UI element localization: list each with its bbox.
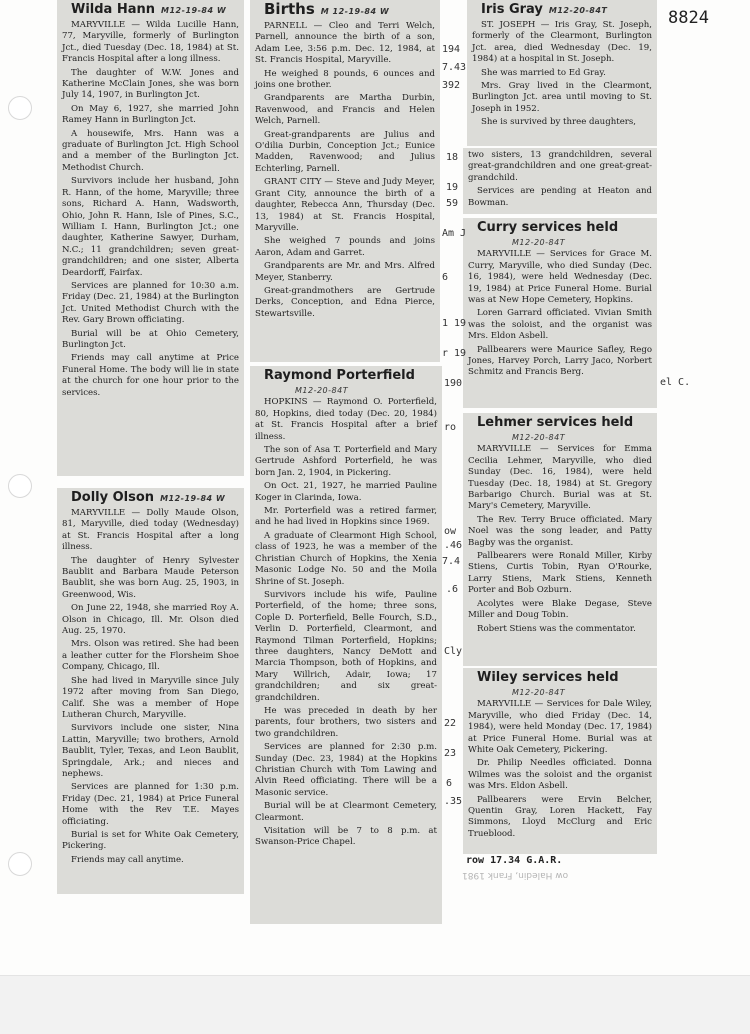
- births-paragraph: Grandparents are Martha Durbin, Ravenwood, and Francis and Helen Welch, Parnell.: [255, 93, 435, 127]
- gutter-fragment: 6: [442, 272, 449, 283]
- hann-paragraph: A housewife, Mrs. Hann was a graduate of Burlington Jct. High School and a member of the Burlington Jct. Methodist Church.: [62, 128, 239, 173]
- lehmer-paragraph: Acolytes were Blake Degase, Steve Miller and Doug Tobin.: [468, 598, 652, 621]
- lehmer-title: Lehmer services held: [477, 415, 634, 430]
- lehmer-paragraph: Pallbearers were Ronald Miller, Kirby Stiens, Curtis Tobin, Ryan O'Rourke, Larry Stiens, Mark Stiens, Kenneth Porter and Bob Ozburn.: [468, 551, 652, 596]
- obituary-hann: [57, 0, 244, 476]
- lehmer-paragraph: MARYVILLE — Services for Emma Cecilia Lehmer, Maryville, who died Sunday (Dec. 16, 1984), were held Tuesday (Dec. 18, 1984) at St. Gregory Barbarigo Church. Burial was at St. Mary's Cemetery, Maryville.: [468, 444, 652, 512]
- births-date-note: M 12-19-84 W: [320, 7, 390, 16]
- wiley-paragraph: MARYVILLE — Services for Dale Wiley, Maryville, who died Friday (Dec. 14, 1984), were held Monday (Dec. 17, 1984) at Price Funeral Home. Burial was at White Oak Cemetery, Pickering.: [468, 699, 652, 756]
- wiley-title: Wiley services held: [477, 670, 619, 685]
- wiley-paragraph: Dr. Philip Needles officiated. Donna Wilmes was the soloist and the organist was Mrs. Eldon Asbell.: [468, 758, 652, 792]
- footer-mark: row 17.34 G.A.R.: [466, 855, 563, 866]
- page-bottom-margin: [0, 975, 750, 1034]
- curry-title: Curry services held: [477, 220, 619, 235]
- porterfield-paragraph: Survivors include his wife, Pauline Porterfield, of the home; three sons, Cople D. Porterfield, Belle Fourch, S.D., Verlin D. Porterfield, Clearmont, and Raymond Tilman Porterfield, Hopkins; three daughters, Nancy DeMott and Marcia Thompson, both of Hopkins, and Mary Willrich, Adair, Iowa; 17 grandchildren; and six great-grandchildren.: [255, 589, 437, 703]
- gray-continued-paragraph: Services are pending at Heaton and Bowman.: [468, 186, 652, 208]
- gutter-fragment: 19: [446, 182, 459, 193]
- olson-paragraph: The daughter of Henry Sylvester Baublit and Barbara Maude Peterson Baublit, she was born Aug. 25, 1903, in Greenwood, Wis.: [62, 555, 239, 600]
- lehmer-paragraph: Robert Stiens was the commentator.: [477, 623, 636, 634]
- gutter-fragment: .6: [446, 584, 459, 595]
- gutter-fragment: ow: [444, 526, 457, 537]
- olson-paragraph: MARYVILLE — Dolly Maude Olson, 81, Maryville, died today (Wednesday) at St. Francis Hospital after a long illness.: [62, 508, 239, 553]
- punch-hole-middle: [8, 474, 32, 498]
- gutter-fragment: 6: [446, 778, 453, 789]
- hann-paragraph: Burial will be at Ohio Cemetery, Burlington Jct.: [62, 328, 239, 350]
- olson-paragraph: Mrs. Olson was retired. She had been a leather cutter for the Florsheim Shoe Company, Chicago, Ill.: [62, 639, 239, 673]
- gutter-fragment: 22: [444, 718, 457, 729]
- gray-continued-paragraph: two sisters, 13 grandchildren, several great-grandchildren and one great-great-grandchild.: [468, 150, 652, 183]
- gutter-fragment: 392: [442, 80, 461, 91]
- births-paragraph: He weighed 8 pounds, 6 ounces and joins one brother.: [255, 68, 435, 91]
- gutter-fragment: 23: [444, 748, 457, 759]
- punch-hole-bottom: [8, 852, 32, 876]
- gutter-fragment: ro: [444, 422, 457, 433]
- wiley-date-note: M12-20-84T: [512, 688, 566, 697]
- gray-paragraph: She was married to Ed Gray.: [481, 67, 606, 78]
- olson-paragraph: Survivors include one sister, Nina Lattin, Maryville; two brothers, Arnold Baublit, Tyler, Texas, and Leon Baublit, Springdale, Ark.; and nieces and nephews.: [62, 723, 239, 779]
- curry-paragraph: Loren Garrard officiated. Vivian Smith was the soloist, and the organist was Mrs. Eldon Asbell.: [468, 308, 652, 342]
- notice-wiley: [463, 668, 657, 854]
- births-paragraph: She weighed 7 pounds and joins Aaron, Adam and Garret.: [255, 236, 435, 258]
- olson-date-note: M12-19-84 W: [160, 494, 226, 503]
- births-paragraph: Grandparents are Mr. and Mrs. Alfred Meyer, Stanberry.: [255, 261, 435, 283]
- lehmer-date-note: M12-20-84T: [512, 433, 566, 442]
- gutter-fragment: el C.: [660, 377, 691, 388]
- olson-paragraph: Friends may call anytime.: [71, 854, 184, 865]
- gutter-fragment: 7.43: [442, 62, 467, 73]
- gutter-fragment: 194: [442, 44, 461, 55]
- gutter-fragment: 1 19: [442, 318, 467, 329]
- curry-paragraph: Pallbearers were Maurice Safley, Rego Jones, Harvey Porch, Larry Jaco, Norbert Schmitz and Francis Berg.: [468, 344, 652, 378]
- gutter-fragment: .35: [444, 796, 463, 807]
- gutter-fragment: 18: [446, 152, 459, 163]
- olson-title: Dolly Olson: [71, 490, 155, 505]
- hann-paragraph: The daughter of W.W. Jones and Katherine McClain Jones, she was born July 14, 1907, in Burlington Jct.: [62, 67, 239, 101]
- gutter-fragment: 7.4: [442, 556, 461, 567]
- gray-paragraph: She is survived by three daughters,: [481, 117, 637, 128]
- porterfield-paragraph: Services are planned for 2:30 p.m. Sunday (Dec. 23, 1984) at the Hopkins Christian Church with Tom Lawing and Alvin Reed officiating. There will be a Masonic service.: [255, 742, 437, 798]
- gutter-fragment: 59: [446, 198, 459, 209]
- births-paragraph: PARNELL — Cleo and Terri Welch, Parnell, announce the birth of a son, Adam Lee, 3:56 p.m. Dec. 12, 1984, at St. Francis Hospital, Maryville.: [255, 21, 435, 66]
- olson-paragraph: On June 22, 1948, she married Roy A. Olson in Chicago, Ill. Mr. Olson died Aug. 25, 1970.: [62, 603, 239, 637]
- porterfield-paragraph: On Oct. 21, 1927, he married Pauline Koger in Clarinda, Iowa.: [255, 481, 437, 503]
- gray-paragraph: ST. JOSEPH — Iris Gray, St. Joseph, formerly of the Clearmont, Burlington Jct. area, died Wednesday (Dec. 19, 1984) at a hospital in St. Joseph.: [472, 20, 652, 65]
- births-paragraph: Great-grandparents are Julius and O'dilia Durbin, Conception Jct.; Eunice Madden, Ravenwood; and Julius Echterling, Parnell.: [255, 129, 435, 174]
- gray-paragraph: Mrs. Gray lived in the Clearmont, Burlington Jct. area until moving to St. Joseph in 1952.: [472, 81, 652, 114]
- olson-paragraph: Burial is set for White Oak Cemetery, Pickering.: [62, 829, 239, 852]
- births-paragraph: GRANT CITY — Steve and Judy Meyer, Grant City, announce the birth of a daughter, Rebecca Ann, Thursday (Dec. 13, 1984) at St. Francis Hospital, Maryville.: [255, 177, 435, 233]
- porterfield-title: Raymond Porterfield: [264, 368, 415, 383]
- gutter-fragment: 190: [444, 378, 463, 389]
- porterfield-paragraph: A graduate of Clearmont High School, class of 1923, he was a member of the Christian Church of Hopkins, the Xenia Masonic Lodge No. 50 and the Moila Shrine of St. Joseph.: [255, 530, 437, 587]
- notice-curry: [463, 218, 657, 408]
- obituary-gray: [467, 0, 657, 146]
- hann-paragraph: MARYVILLE — Wilda Lucille Hann, 77, Maryville, formerly of Burlington Jct., died Tuesday (Dec. 18, 1984) at St. Francis Hospital after a long illness.: [62, 20, 239, 65]
- hann-paragraph: Survivors include her husband, John R. Hann, of the home, Maryville; three sons, Richard A. Hann, Wadsworth, Ohio, John R. Hann, Isle of Pines, S.C., William I. Hann, Burlington Jct.; one daughter, Katherine Sawyer, Durham, N.C.; 11 grandchildren; seven great-grandchildren; and one sister, Alberta Deardorff, Fairfax.: [62, 176, 239, 278]
- gutter-fragment: r 19: [442, 348, 467, 359]
- curry-paragraph: MARYVILLE — Services for Grace M. Curry, Maryville, who died Sunday (Dec. 16, 1984), were held Wednesday (Dec. 19, 1984) at Price Funeral Home. Burial was at New Hope Cemetery, Hopkins.: [468, 249, 652, 306]
- porterfield-paragraph: Visitation will be 7 to 8 p.m. at Swanson-Price Chapel.: [255, 826, 437, 848]
- gray-date-note: M12-20-84T: [548, 6, 608, 15]
- porterfield-paragraph: He was preceded in death by her parents, four brothers, two sisters and two grandchildren.: [255, 705, 437, 739]
- hann-paragraph: Friends may call anytime at Price Funeral Home. The body will lie in state at the church for one hour prior to the services.: [62, 353, 239, 398]
- porterfield-paragraph: Burial will be at Clearmont Cemetery, Clearmont.: [255, 801, 437, 823]
- curry-date-note: M12-20-84T: [512, 238, 566, 247]
- gray-title: Iris Gray: [481, 2, 543, 17]
- hann-paragraph: Services are planned for 10:30 a.m. Friday (Dec. 21, 1984) at the Burlington Jct. United Methodist Church with the Rev. Gary Brown officiating.: [62, 280, 239, 326]
- olson-paragraph: She had lived in Maryville since July 1972 after moving from San Diego, Calif. She was a member of Hope Lutheran Church, Maryville.: [62, 675, 239, 720]
- bleed-through-text: ow Haledin, Frank 1981: [462, 870, 569, 880]
- olson-paragraph: Services are planned for 1:30 p.m. Friday (Dec. 21, 1984) at Price Funeral Home with the Rev T.E. Mayes officiating.: [62, 782, 239, 827]
- gutter-fragment: .46: [444, 540, 463, 551]
- page-number: 8824: [668, 8, 709, 28]
- notice-lehmer: [463, 413, 657, 666]
- hann-paragraph: On May 6, 1927, she married John Ramey Hann in Burlington Jct.: [62, 103, 239, 126]
- hann-title: Wilda Hann: [71, 2, 156, 17]
- porterfield-date-note: M12-20-84T: [295, 386, 349, 395]
- porterfield-paragraph: Mr. Porterfield was a retired farmer, and he had lived in Hopkins since 1969.: [255, 506, 437, 528]
- gutter-fragment: Am J: [442, 228, 467, 239]
- births-column: [250, 0, 440, 362]
- punch-hole-top: [8, 96, 32, 120]
- obituary-gray-continued: [463, 148, 657, 214]
- births-title: Births: [264, 0, 315, 18]
- wiley-paragraph: Pallbearers were Ervin Belcher, Quentin Gray, Loren Hackett, Fay Simmons, Lloyd McClurg and Eric Trueblood.: [468, 794, 652, 839]
- lehmer-paragraph: The Rev. Terry Bruce officiated. Mary Noel was the song leader, and Patty Bagby was the organist.: [468, 514, 652, 548]
- gutter-fragment: Cly: [444, 646, 463, 657]
- porterfield-paragraph: HOPKINS — Raymond O. Porterfield, 80, Hopkins, died today (Dec. 20, 1984) at St. Francis Hospital after a brief illness.: [255, 397, 437, 442]
- hann-date-note: M12-19-84 W: [161, 6, 227, 15]
- births-paragraph: Great-grandmothers are Gertrude Derks, Conception, and Edna Pierce, Stewartsville.: [255, 285, 435, 319]
- obituary-olson: [57, 488, 244, 894]
- obituary-porterfield: [250, 366, 442, 924]
- porterfield-paragraph: The son of Asa T. Porterfield and Mary Gertrude Ashford Porterfield, he was born Jan. 2, 1904, in Pickering.: [255, 445, 437, 478]
